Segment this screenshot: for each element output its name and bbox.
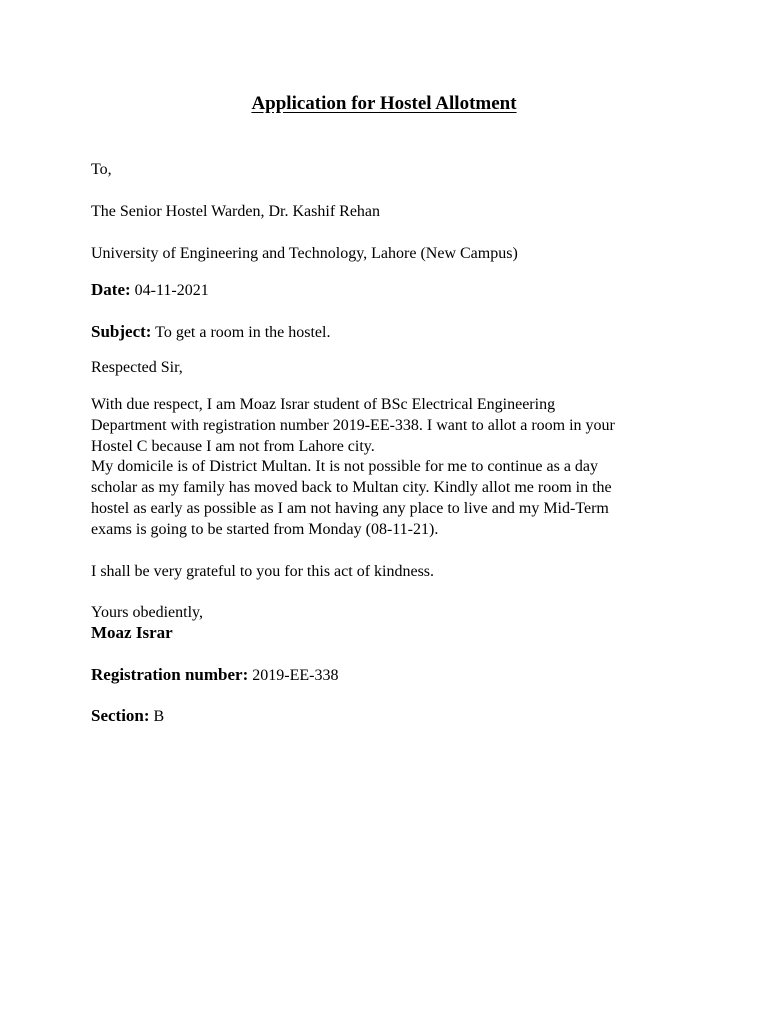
- recipient-line-2: University of Engineering and Technology, Lahore (New Campus): [91, 245, 518, 262]
- registration-value: 2019-EE-338: [252, 667, 339, 684]
- date-label: Date:: [91, 280, 131, 299]
- section-value: B: [153, 708, 165, 725]
- valediction: Yours obediently,: [91, 604, 204, 621]
- body-line: With due respect, I am Moaz Israr student of BSc Electrical Engineering: [91, 396, 556, 413]
- body-line: Department with registration number 2019-EE-338. I want to allot a room in your: [91, 416, 615, 434]
- body-line: exams is going to be started from Monday (08-11-21).: [91, 520, 439, 538]
- body-line: scholar as my family has moved back to Multan city. Kindly allot me room in the: [91, 479, 612, 497]
- registration-line: [91, 665, 338, 686]
- date-line: [91, 280, 209, 301]
- closing-sentence: I shall be very grateful to you for this act of kindness.: [91, 563, 435, 580]
- registration-label: Registration number:: [91, 665, 249, 684]
- body-paragraph: [91, 395, 691, 541]
- body-line: hostel as early as possible as I am not having any place to live and my Mid-Term: [91, 499, 609, 517]
- subject-line: [91, 322, 330, 343]
- document-title: Application for Hostel Allotment: [251, 93, 517, 114]
- subject-label: Subject:: [91, 322, 152, 341]
- body-line: Hostel C because I am not from Lahore city.: [91, 437, 375, 455]
- signatory-name: Moaz Israr: [91, 623, 173, 642]
- subject-value: To get a room in the hostel.: [155, 324, 331, 341]
- recipient-line-1: The Senior Hostel Warden, Dr. Kashif Rehan: [91, 203, 381, 220]
- salutation-to: To,: [91, 161, 112, 178]
- greeting: Respected Sir,: [91, 359, 183, 376]
- body-line: My domicile is of District Multan. It is not possible for me to continue as a day: [91, 458, 599, 476]
- section-line: [91, 706, 164, 727]
- date-value: 04-11-2021: [134, 282, 209, 299]
- section-label: Section:: [91, 706, 150, 725]
